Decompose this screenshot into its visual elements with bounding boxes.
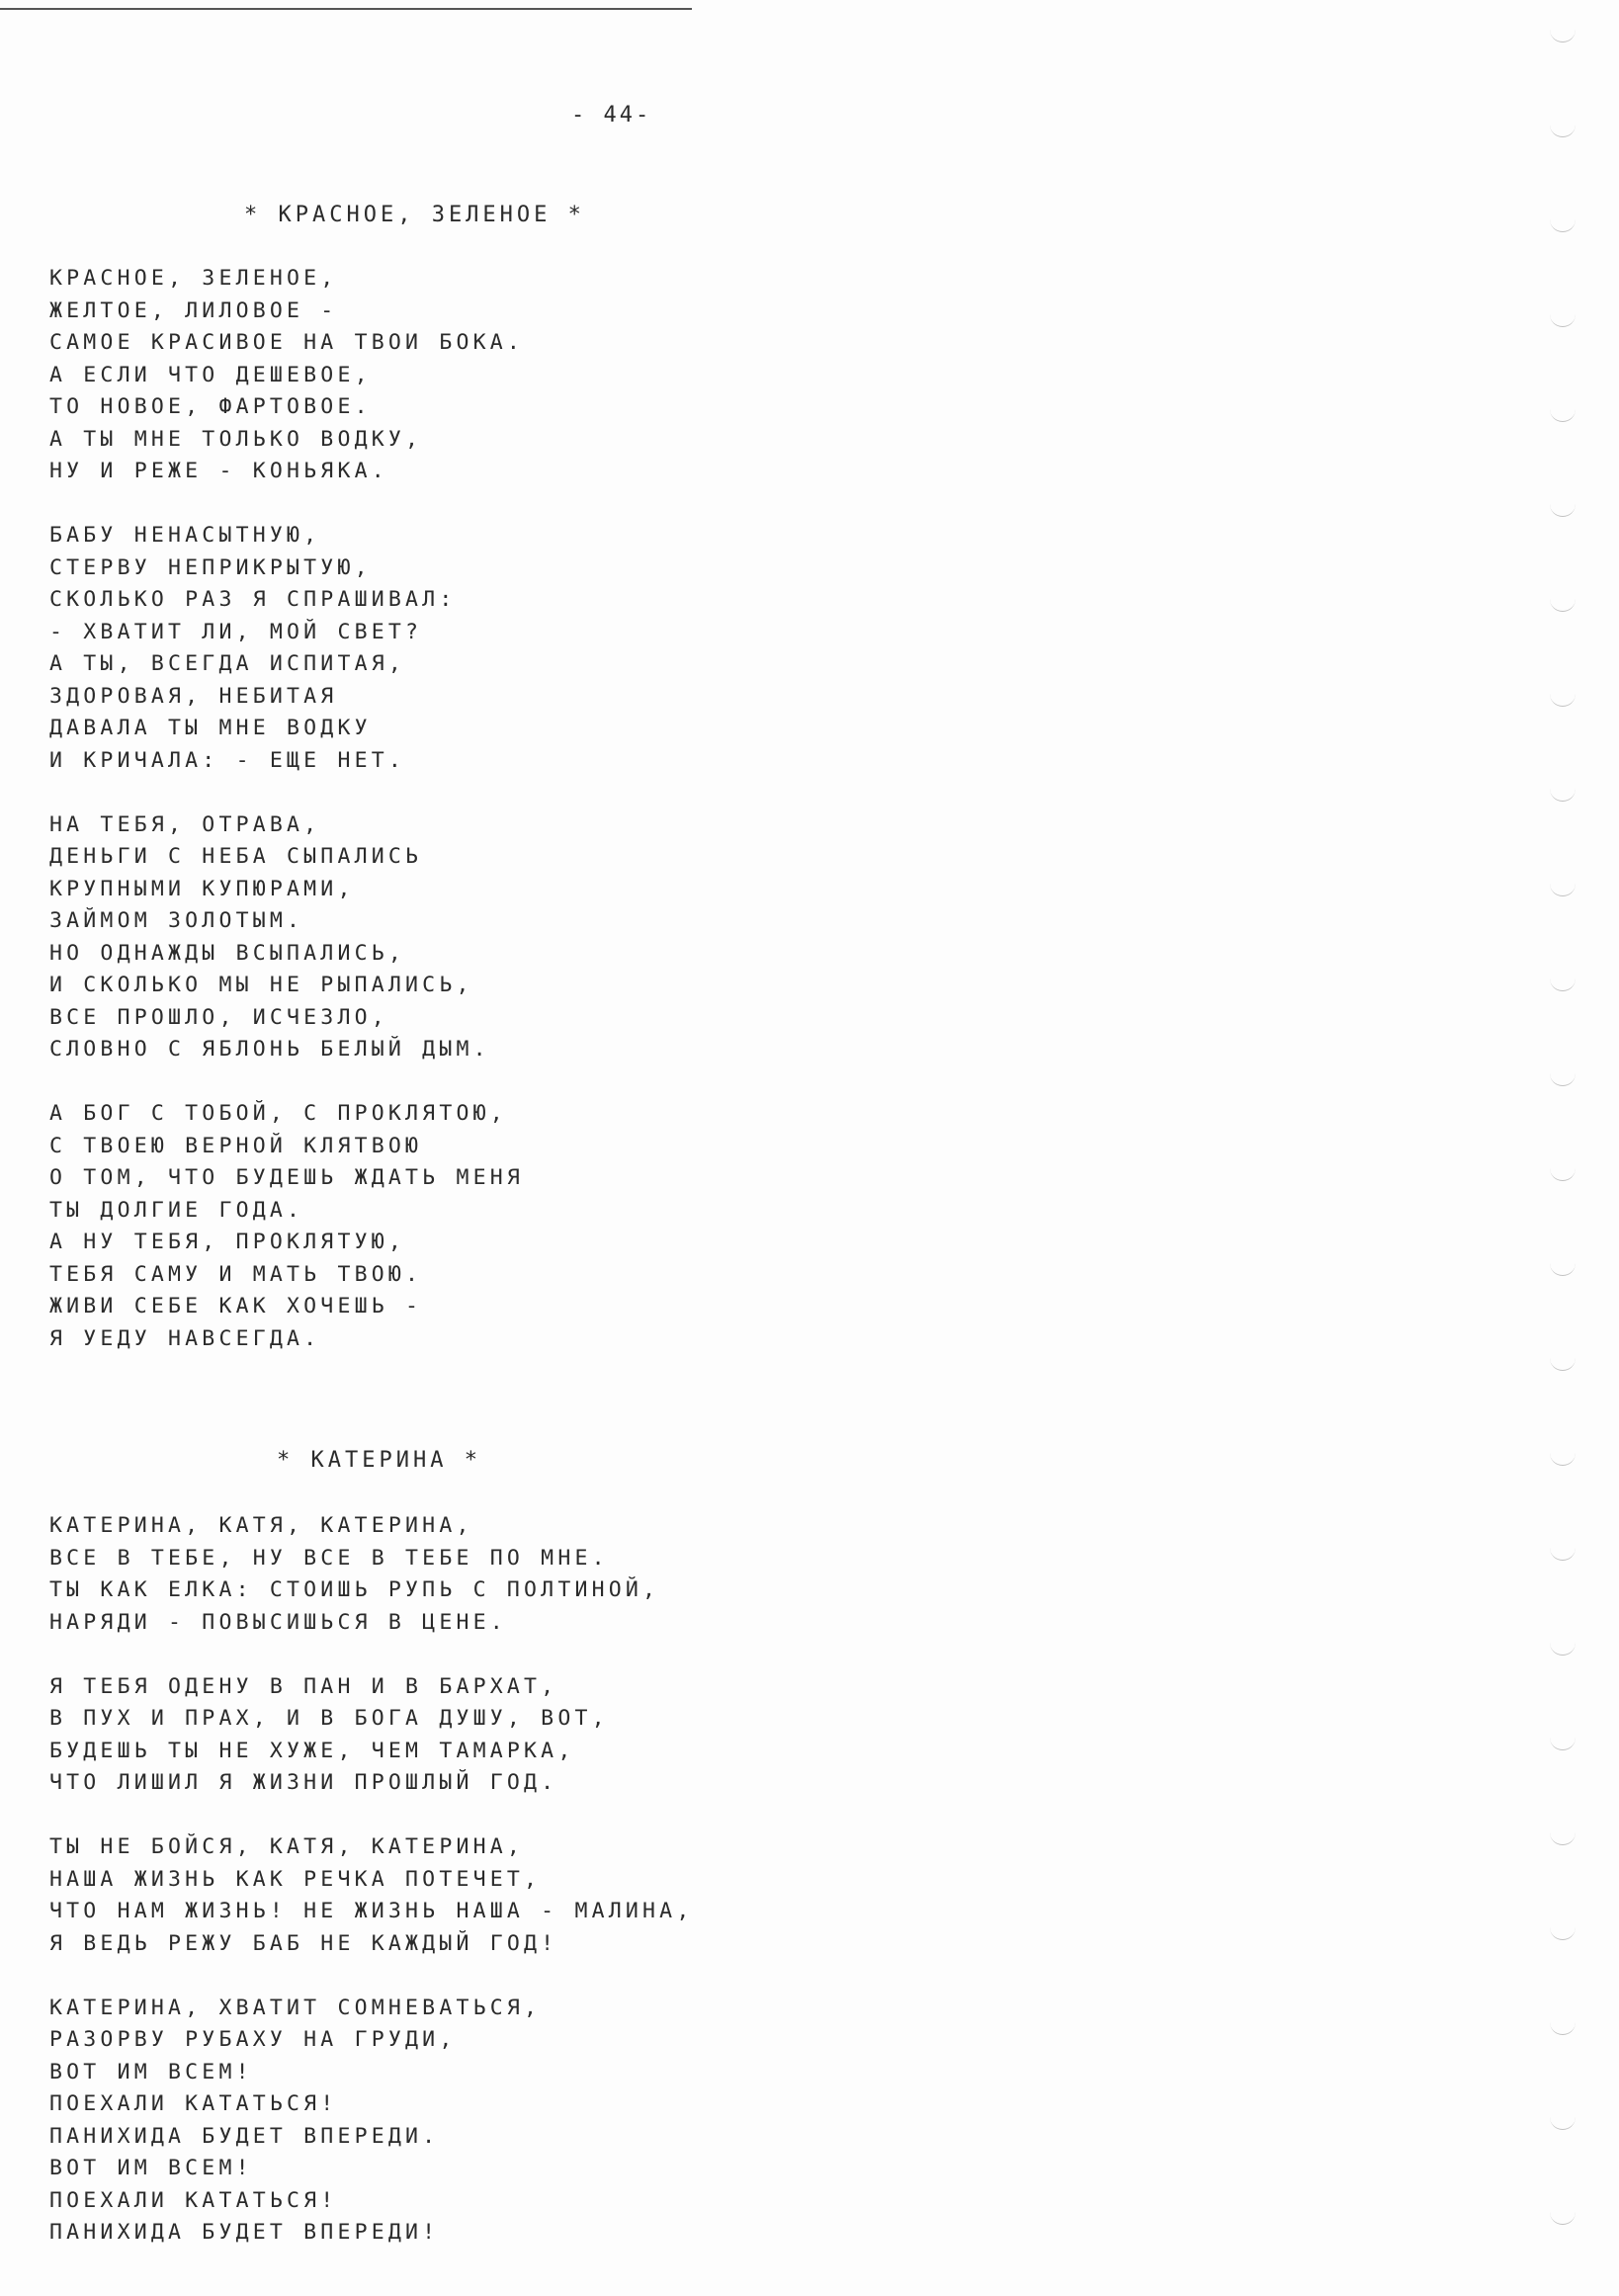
lyric-line: А ТЫ МНЕ ТОЛЬКО ВОДКУ, (49, 426, 423, 452)
lyric-line: НО ОДНАЖДЫ ВСЫПАЛИСЬ, (49, 940, 406, 966)
margin-mark (1550, 125, 1576, 137)
stanza (49, 263, 524, 488)
song-lyrics (49, 263, 524, 1355)
lyric-line: ПАНИХИДА БУДЕТ ВПЕРЕДИ! (49, 2220, 440, 2245)
margin-mark (1550, 1927, 1576, 1940)
lyric-line: О ТОМ, ЧТО БУДЕШЬ ЖДАТЬ МЕНЯ (49, 1165, 525, 1190)
lyric-line: ВОТ ИМ ВСЕМ! (49, 2156, 253, 2180)
stanza (49, 1510, 693, 1639)
lyric-line: И СКОЛЬКО МЫ НЕ РЫПАЛИСЬ, (49, 973, 473, 997)
stanza (49, 1098, 524, 1355)
lyric-line: НУ И РЕЖЕ - КОНЬЯКА. (49, 459, 388, 483)
lyric-line: Я УЕДУ НАВСЕГДА. (49, 1325, 321, 1351)
lyric-line: В ПУХ И ПРАХ, И В БОГА ДУШУ, ВОТ, (49, 1706, 609, 1731)
lyric-line: КРУПНЫМИ КУПЮРАМИ, (49, 876, 355, 901)
lyric-line: БАБУ НЕНАСЫТНУЮ, (49, 523, 321, 548)
margin-mark (1550, 1548, 1576, 1561)
margin-mark (1550, 314, 1576, 327)
lyric-line: ВСЕ ПРОШЛО, ИСЧЕЗЛО, (49, 1004, 388, 1030)
margin-mark (1550, 1263, 1576, 1276)
lyric-line: ПОЕХАЛИ КАТАТЬСЯ! (49, 2091, 338, 2116)
lyric-line: Я ВЕДЬ РЕЖУ БАБ НЕ КАЖДЫЙ ГОД! (49, 1930, 558, 1956)
lyric-line: - ХВАТИТ ЛИ, МОЙ СВЕТ? (49, 619, 423, 644)
stanza (49, 1993, 693, 2250)
stanza (49, 520, 524, 777)
lyric-line: А НУ ТЕБЯ, ПРОКЛЯТУЮ, (49, 1230, 406, 1254)
lyric-line: ПАНИХИДА БУДЕТ ВПЕРЕДИ. (49, 2123, 440, 2149)
margin-mark (1550, 978, 1576, 991)
stanza (49, 1671, 693, 1800)
lyric-line: РАЗОРВУ РУБАХУ НА ГРУДИ, (49, 2027, 457, 2052)
margin-mark (1550, 1832, 1576, 1845)
lyric-line: ТЫ НЕ БОЙСЯ, КАТЯ, КАТЕРИНА, (49, 1834, 525, 1859)
lyric-line: СЛОВНО С ЯБЛОНЬ БЕЛЫЙ ДЫМ. (49, 1037, 490, 1062)
lyric-line: БУДЕШЬ ТЫ НЕ ХУЖЕ, ЧЕМ ТАМАРКА, (49, 1738, 575, 1763)
lyric-line: ВОТ ИМ ВСЕМ! (49, 2059, 253, 2084)
binding-margin-marks (1550, 30, 1589, 2263)
margin-mark (1550, 1738, 1576, 1750)
lyric-line: САМОЕ КРАСИВОЕ НА ТВОИ БОКА. (49, 330, 525, 355)
lyric-line: ДАВАЛА ТЫ МНЕ ВОДКУ (49, 716, 372, 740)
margin-mark (1550, 789, 1576, 802)
lyric-line: КРАСНОЕ, ЗЕЛЕНОЕ, (49, 266, 338, 291)
margin-mark (1550, 1453, 1576, 1466)
lyric-line: ЧТО ЛИШИЛ Я ЖИЗНИ ПРОШЛЫЙ ГОД. (49, 1770, 558, 1795)
lyric-line: КАТЕРИНА, КАТЯ, КАТЕРИНА, (49, 1513, 473, 1538)
lyric-line: ТЫ ДОЛГИЕ ГОДА. (49, 1197, 304, 1223)
lyric-line: НАРЯДИ - ПОВЫСИШЬСЯ В ЦЕНЕ. (49, 1609, 507, 1635)
margin-mark (1550, 219, 1576, 232)
lyric-line: СКОЛЬКО РАЗ Я СПРАШИВАЛ: (49, 587, 457, 612)
lyric-line: ТЕБЯ САМУ И МАТЬ ТВОЮ. (49, 1261, 423, 1287)
margin-mark (1550, 2117, 1576, 2130)
margin-mark (1550, 1073, 1576, 1086)
margin-mark (1550, 1358, 1576, 1371)
margin-mark (1550, 30, 1576, 43)
lyric-line: А ЕСЛИ ЧТО ДЕШЕВОЕ, (49, 362, 372, 387)
lyric-line: ТО НОВОЕ, ФАРТОВОЕ. (49, 394, 372, 419)
lyric-line: ВСЕ В ТЕБЕ, НУ ВСЕ В ТЕБЕ ПО МНЕ. (49, 1545, 609, 1571)
lyric-line: ЗДОРОВАЯ, НЕБИТАЯ (49, 683, 338, 709)
lyric-line: ЖЕЛТОЕ, ЛИЛОВОЕ - (49, 298, 338, 323)
lyric-line: И КРИЧАЛА: - ЕЩЕ НЕТ. (49, 747, 406, 773)
margin-mark (1550, 2212, 1576, 2225)
lyric-line: ТЫ КАК ЕЛКА: СТОИШЬ РУПЬ С ПОЛТИНОЙ, (49, 1577, 660, 1602)
margin-mark (1550, 599, 1576, 612)
margin-mark (1550, 2022, 1576, 2035)
margin-mark (1550, 884, 1576, 896)
song-lyrics (49, 1510, 693, 2250)
margin-mark (1550, 694, 1576, 707)
lyric-line: ДЕНЬГИ С НЕБА СЫПАЛИСЬ (49, 844, 423, 869)
song-title: * КРАСНОЕ, ЗЕЛЕНОЕ * (244, 203, 585, 227)
stanza (49, 809, 524, 1066)
lyric-line: ЗАЙМОМ ЗОЛОТЫМ. (49, 908, 304, 933)
lyric-line: КАТЕРИНА, ХВАТИТ СОМНЕВАТЬСЯ, (49, 1995, 542, 2020)
margin-mark (1550, 409, 1576, 422)
margin-mark (1550, 504, 1576, 517)
song-title: * КАТЕРИНА * (277, 1448, 481, 1473)
top-rule (0, 8, 692, 10)
lyric-line: Я ТЕБЯ ОДЕНУ В ПАН И В БАРХАТ, (49, 1673, 558, 1699)
stanza (49, 1831, 693, 1960)
lyric-line: А БОГ С ТОБОЙ, С ПРОКЛЯТОЮ, (49, 1101, 507, 1126)
lyric-line: НАША ЖИЗНЬ КАК РЕЧКА ПОТЕЧЕТ, (49, 1866, 542, 1892)
lyric-line: СТЕРВУ НЕПРИКРЫТУЮ, (49, 554, 372, 580)
margin-mark (1550, 1643, 1576, 1656)
lyric-line: ПОЕХАЛИ КАТАТЬСЯ! (49, 2187, 338, 2213)
lyric-line: НА ТЕБЯ, ОТРАВА, (49, 811, 321, 837)
page-number: - 44- (571, 103, 652, 128)
lyric-line: ЖИВИ СЕБЕ КАК ХОЧЕШЬ - (49, 1294, 423, 1318)
lyric-line: ЧТО НАМ ЖИЗНЬ! НЕ ЖИЗНЬ НАША - МАЛИНА, (49, 1899, 694, 1923)
lyric-line: С ТВОЕЮ ВЕРНОЙ КЛЯТВОЮ (49, 1133, 423, 1158)
margin-mark (1550, 1168, 1576, 1181)
lyric-line: А ТЫ, ВСЕГДА ИСПИТАЯ, (49, 651, 406, 676)
